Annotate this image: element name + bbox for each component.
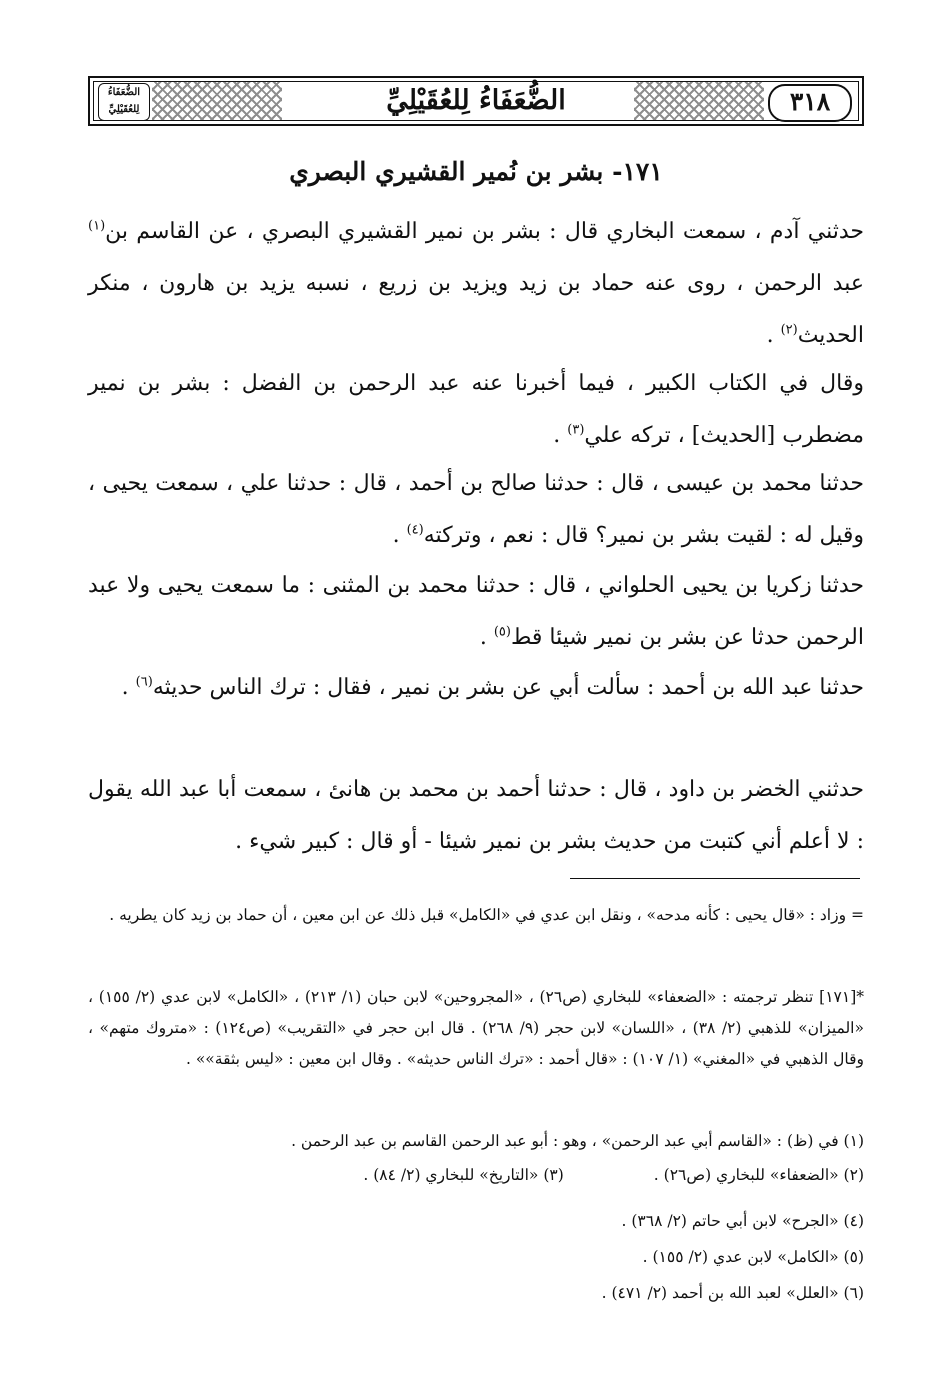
seal-line-2: لِلعُقَيْلِيِّ: [108, 104, 140, 115]
paragraph-text: .: [553, 423, 568, 448]
paragraph-6: [88, 764, 864, 868]
header-ornament-right: [634, 82, 764, 120]
paragraph-text: حدثنا عبد الله بن أحمد : سألت أبي عن بشر بن نمير ، فقال : ترك الناس حديثه: [152, 675, 864, 700]
paragraph-text: وقال في الكتاب الكبير ، فيما أخبرنا عنه عبد الرحمن بن الفضل : بشر بن نمير مضطرب [الحديث] ، تركه علي: [88, 371, 864, 448]
paragraph-text: .: [479, 625, 494, 650]
footnote-biography: *[١٧١] تنظر ترجمته : «الضعفاء» للبخاري (ص٢٦) ، «المجروحين» لابن حبان (١/ ٢١٣) ، «الكامل» لابن عدي (٢/ ١٥٥) ، «الميزان» للذهبي (٢/ ٣٨) ، «اللسان» لابن حجر (٩/ ٢٦٨) . قال ابن حجر في «التقريب» (ص١٢٤) : «متروك متهم» ، وقال الذهبي في «المغني» (١/ ١٠٧) : «قال أحمد : «ترك الناس حديثه» . وقال ابن معين : «ليس بثقة»» .: [88, 988, 864, 1068]
footnote-ref-5: (٥): [493, 624, 511, 640]
footnote-separator: [570, 878, 860, 879]
footnote-4: (٤) «الجرح» لابن أبي حاتم (٢/ ٣٦٨) .: [621, 1212, 864, 1230]
footnote-ref-6: (٦): [135, 674, 153, 690]
paragraph-3: [88, 458, 864, 562]
footnote-1: (١) في (ظ) : «القاسم أبي عبد الرحمن» ، وهو : أبو عبد الرحمن القاسم بن عبد الرحمن .: [291, 1132, 864, 1150]
footnote-2-3-row: [88, 1160, 864, 1191]
footnote-2: (٢) «الضعفاء» للبخاري (ص٢٦) .: [653, 1166, 864, 1184]
footnote-3: (٣) «التاريخ» للبخاري (٢/ ٨٤) .: [363, 1166, 564, 1184]
paragraph-text: حدثني آدم ، سمعت البخاري قال : بشر بن نمير القشيري البصري ، عن القاسم بن: [105, 219, 864, 244]
page-number: ٣١٨: [768, 84, 852, 122]
header-ornament-left: [152, 82, 282, 120]
book-title: الضُّعَفَاءُ لِلعُقَيْلِيِّ: [340, 82, 612, 120]
footnote-ref-2: (٢): [780, 322, 798, 338]
paragraph-text: عبد الرحمن ، روى عنه حماد بن زيد ويزيد بن زريع ، نسبه يزيد بن هارون ، منكر الحديث: [88, 271, 864, 348]
entry-title: ١٧١- بشر بن نُمير القشيري البصري: [289, 157, 663, 186]
paragraph-2: [88, 358, 864, 462]
footnote-ref-3: (٣): [567, 422, 585, 438]
footnote-ref-4: (٤): [406, 522, 424, 538]
running-header: [88, 76, 864, 126]
footnote-ref-1: (١): [88, 218, 106, 234]
footnote-6: (٦) «العلل» لعبد الله بن أحمد (٢/ ٤٧١) .: [601, 1284, 864, 1302]
paragraph-1: [88, 206, 864, 362]
paragraph-text: حدثنا زكريا بن يحيى الحلواني ، قال : حدثنا محمد بن المثنى : ما سمعت يحيى ولا عبد الرحمن حدثا عن بشر بن نمير شيئا قط: [88, 573, 864, 650]
paragraph-text: حدثنا محمد بن عيسى ، قال : حدثنا صالح بن أحمد ، قال : حدثنا علي ، سمعت يحيى ، وقيل له : لقيت بشر بن نمير؟ قال : نعم ، وتركته: [88, 471, 864, 548]
paragraph-4: [88, 560, 864, 664]
paragraph-text: .: [121, 675, 136, 700]
footnote-5: (٥) «الكامل» لابن عدي (٢/ ١٥٥) .: [642, 1248, 864, 1266]
footnote-continuation: = وزاد : «قال يحيى : كأنه مدحه» ، ونقل ابن عدي في «الكامل» قبل ذلك عن ابن معين ، أن حماد بن زيد كان يطريه .: [109, 906, 864, 924]
seal-line-1: الضُّعَفَاءُ: [107, 87, 141, 98]
paragraph-text: حدثني الخضر بن داود ، قال : حدثنا أحمد بن محمد بن هانئ ، سمعت أبا عبد الله يقول : لا أعلم أني كتبت من حديث بشر بن نمير شيئا - أو قال : كبير شيء .: [88, 777, 864, 854]
book-seal: [98, 83, 150, 121]
paragraph-5: [88, 662, 864, 714]
paragraph-text: .: [766, 323, 781, 348]
paragraph-text: .: [392, 523, 407, 548]
